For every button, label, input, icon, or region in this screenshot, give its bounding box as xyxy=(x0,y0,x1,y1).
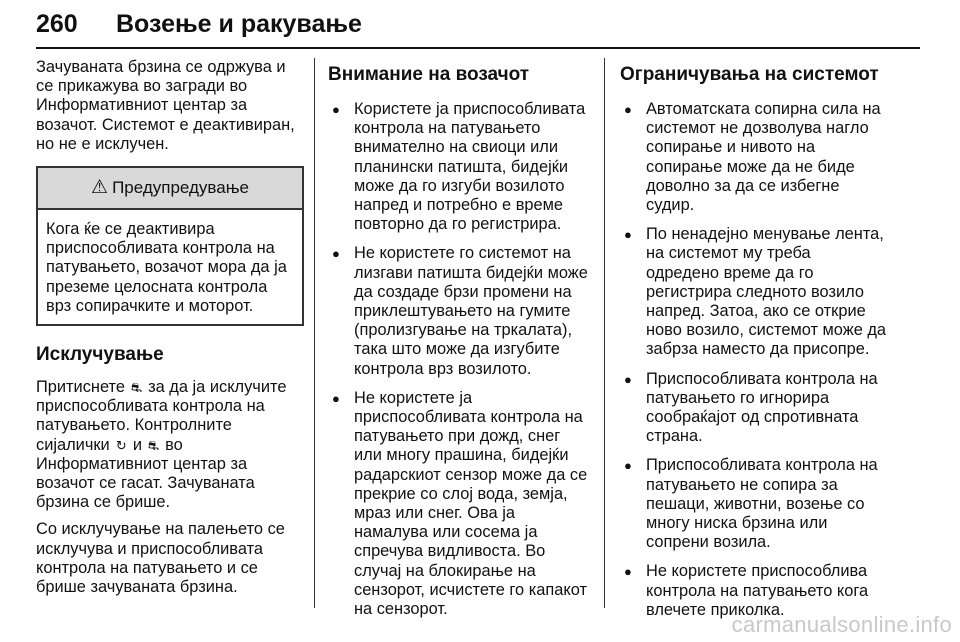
watermark: carmanualsonline.info xyxy=(731,612,952,637)
list-item: ● Приспособливата контрола на патувањето не сопира за пешаци, животни, возење со многу ниска брзина или сопрени возила. xyxy=(624,456,878,552)
list-item: ● Користете ја приспособливата контрола на патувањето внимателно на свиоци или планински патишта, бидејќи може да го изгуби возилото напред и потребно е време повторно да го регистрира. xyxy=(332,100,586,234)
limits-list xyxy=(620,100,888,620)
list-item: ● Не користете приспособлива контрола на патувањето кога влечете приколка. xyxy=(624,562,869,619)
section-heading-limits: Ограничувања на системот xyxy=(620,64,879,85)
cruise-off-icon: ⛐ xyxy=(147,437,160,453)
bullet-icon: ● xyxy=(332,102,340,117)
section-heading-off: Исклучување xyxy=(36,344,164,366)
intro-paragraph: Зачуваната брзина се одржува и се прикажува во загради во Информативниот центар за возачот. Системот е деактивиран, но не е исклучен. xyxy=(36,58,295,153)
list-item: ● По ненадејно менување лента, на системот му треба одредено време да го регистрира следното возило напред. Затоа, ако се открие ново возило, системот може да забрза наместо да присопре. xyxy=(624,225,887,359)
list-item: ● Автоматската сопирна сила на системот не дозволува нагло сопирање и нивото на сопирање може да не биде доволно за да се избегне судир. xyxy=(624,100,881,215)
bullet-icon: ● xyxy=(624,371,632,387)
attention-list xyxy=(328,100,590,619)
list-item: ● Не користете ја приспособливата контрола на патувањето при дожд, снег или многу прашина, бидејќи радарскиот сензор може да се прекрие со слој вода, земја, мраз или снег. Ова ја намалува или сосема ја спречува видливоста. Во случај на блокирање на сензорот, исчистете го капакот на сензорот. xyxy=(332,388,588,619)
ignition-paragraph: Со исклучување на палењето се исклучува и приспособливата контрола на патувањето и се брише зачуваната брзина. xyxy=(36,520,285,597)
header-rule xyxy=(36,47,920,49)
column-middle xyxy=(328,58,590,629)
bullet-icon: ● xyxy=(624,227,632,243)
list-item: ● Не користете го системот на лизгави патишта бидејќи може да создаде брзи промени на приклештувањето на гумите (пролизгување на тркалата), така што може да изгубите контрола врз возилото. xyxy=(332,244,588,378)
warning-title: Предупредување xyxy=(112,178,249,198)
cruise-off-icon: ⛐ xyxy=(130,380,143,396)
list-item: ● Приспособливата контрола на патувањето го игнорира сообраќајот од спротивната страна. xyxy=(624,369,878,446)
warning-body: Кога ќе се деактивира приспособливата контрола на патувањето, возачот мора да ја преземе целосната контрола врз сопирачките и моторот. xyxy=(46,220,287,315)
column-left xyxy=(36,58,304,605)
switch-off-paragraph: Притиснете ⛐ за да ја исклучите приспособливата контрола на патувањето. Контролните сијалички ↻ и ⛐ во Информативниот центар за возачот се гасат. Зачуваната брзина се брише. xyxy=(36,378,287,512)
section-heading-attention: Внимание на возачот xyxy=(328,64,530,85)
bullet-icon: ● xyxy=(624,564,632,580)
page-header xyxy=(36,4,920,48)
bullet-icon: ● xyxy=(332,246,340,262)
bullet-icon: ● xyxy=(624,458,632,474)
column-right xyxy=(620,58,888,630)
cruise-control-icon: ↻ xyxy=(115,437,127,453)
warning-header xyxy=(38,168,302,210)
column-divider-2 xyxy=(604,58,605,608)
warning-box xyxy=(36,166,304,326)
bullet-icon: ● xyxy=(332,390,340,406)
chapter-title: Возење и ракување xyxy=(116,10,362,38)
warning-triangle-icon: ⚠ xyxy=(91,177,109,199)
page-number: 260 xyxy=(36,10,78,38)
column-divider-1 xyxy=(314,58,315,608)
bullet-icon: ● xyxy=(624,102,632,117)
